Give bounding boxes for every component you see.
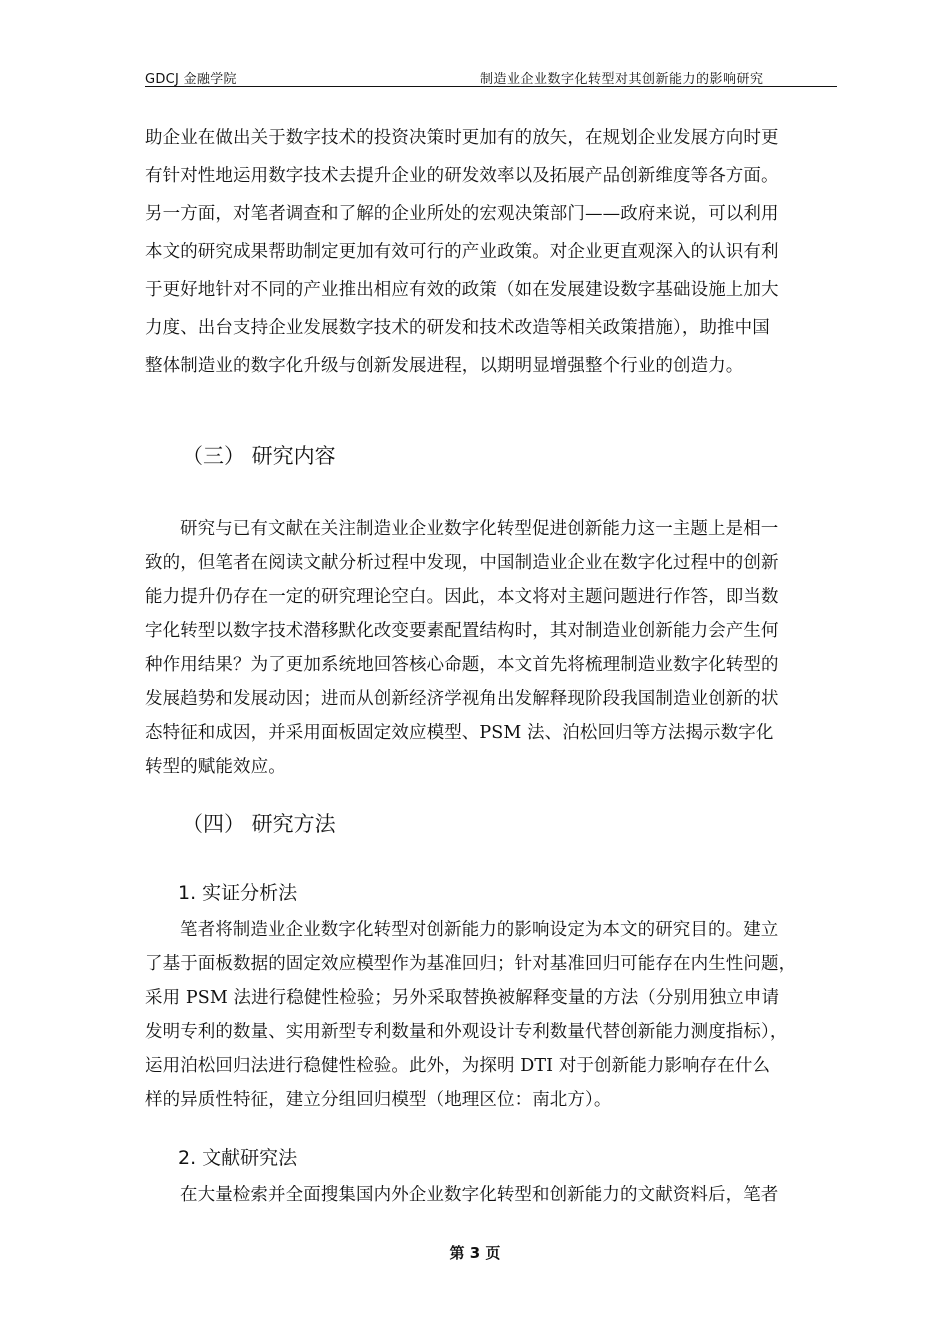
paragraph-line: 能力提升仍存在一定的研究理论空白。因此，本文将对主题问题进行作答，即当数 (145, 587, 779, 607)
subsection-heading-empirical: 1. 实证分析法 (178, 882, 298, 904)
paragraph-line: 转型的赋能效应。 (145, 757, 286, 777)
header-school: GDCJ 金融学院 (145, 72, 237, 87)
paragraph-line: 研究与已有文献在关注制造业企业数字化转型促进创新能力这一主题上是相一 (180, 519, 779, 539)
paragraph-line: 态特征和成因，并采用面板固定效应模型、PSM 法、泊松回归等方法揭示数字化 (145, 723, 774, 743)
paragraph-line: 采用 PSM 法进行稳健性检验；另外采取替换被解释变量的方法（分别用独立申请 (145, 988, 780, 1008)
subsection-heading-literature: 2. 文献研究法 (178, 1147, 298, 1169)
paragraph-line: 发明专利的数量、实用新型专利数量和外观设计专利数量代替创新能力测度指标）， (145, 1022, 788, 1042)
paragraph-line: 笔者将制造业企业数字化转型对创新能力的影响设定为本文的研究目的。建立 (180, 920, 779, 940)
paragraph-line: 样的异质性特征，建立分组回归模型（地理区位：南北方）。 (145, 1090, 612, 1110)
paragraph-line: 有针对性地运用数字技术去提升企业的研发效率以及拓展产品创新维度等各方面。 (145, 166, 779, 186)
header-paper-title: 制造业企业数字化转型对其创新能力的影响研究 (480, 72, 764, 87)
page-header (145, 66, 837, 87)
paragraph-line: 致的，但笔者在阅读文献分析过程中发现，中国制造业企业在数字化过程中的创新 (145, 553, 779, 573)
paragraph-line: 另一方面，对笔者调查和了解的企业所处的宏观决策部门——政府来说，可以利用 (145, 204, 779, 224)
section-heading-research-methods: （四） 研究方法 (182, 812, 336, 836)
paragraph-line: 整体制造业的数字化升级与创新发展进程，以期明显增强整个行业的创造力。 (145, 356, 744, 376)
paragraph-line: 了基于面板数据的固定效应模型作为基准回归；针对基准回归可能存在内生性问题， (145, 954, 797, 974)
paragraph-line: 助企业在做出关于数字技术的投资决策时更加有的放矢，在规划企业发展方向时更 (145, 128, 779, 148)
paragraph-line: 于更好地针对不同的产业推出相应有效的政策（如在发展建设数字基础设施上加大 (145, 280, 779, 300)
paragraph-line: 力度、出台支持企业发展数字技术的研发和技术改造等相关政策措施），助推中国 (145, 318, 770, 338)
paragraph-line: 字化转型以数字技术潜移默化改变要素配置结构时，其对制造业创新能力会产生何 (145, 621, 779, 641)
paragraph-line: 本文的研究成果帮助制定更加有效可行的产业政策。对企业更直观深入的认识有利 (145, 242, 779, 262)
paragraph-line: 种作用结果？为了更加系统地回答核心命题，本文首先将梳理制造业数字化转型的 (145, 655, 779, 675)
paragraph-line: 发展趋势和发展动因；进而从创新经济学视角出发解释现阶段我国制造业创新的状 (145, 689, 779, 709)
section-heading-research-content: （三） 研究内容 (182, 444, 336, 468)
page-number: 第 3 页 (449, 1244, 501, 1262)
paragraph-line: 在大量检索并全面搜集国内外企业数字化转型和创新能力的文献资料后，笔者 (180, 1185, 779, 1205)
paragraph-line: 运用泊松回归法进行稳健性检验。此外，为探明 DTI 对于创新能力影响存在什么 (145, 1056, 771, 1076)
